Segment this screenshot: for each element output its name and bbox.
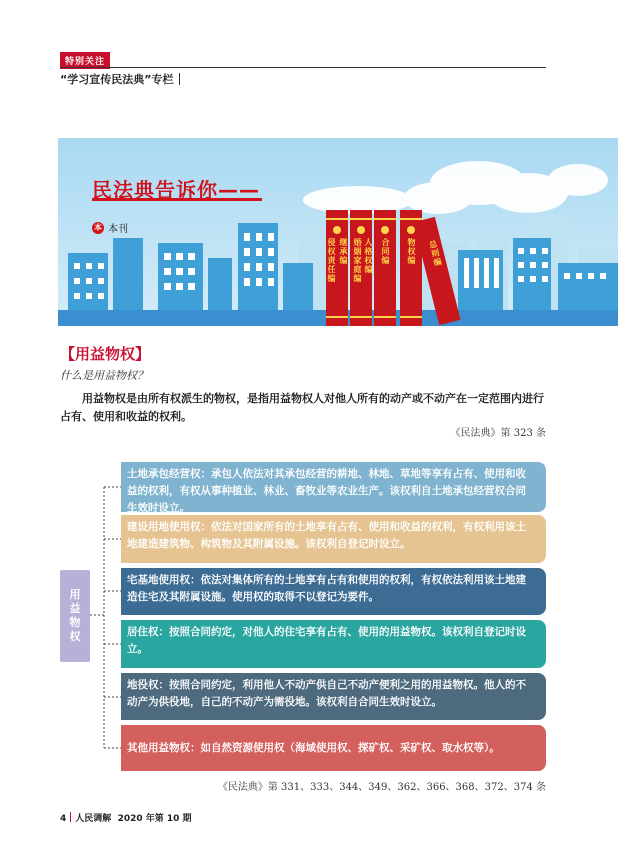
book-label: 总则编 <box>428 239 443 268</box>
city-skyline-illustration <box>58 138 618 326</box>
definition-paragraph: 用益物权是由所有权派生的物权，是指用益物权人对他人所有的动产或不动产在一定范围内进行占有、使用和收益的权利。 <box>60 392 544 423</box>
banner-title: 民法典告诉你—— <box>92 178 260 202</box>
magazine-name: 人民调解 <box>75 814 112 824</box>
citation-articles-list: 《民法典》第 331、333、344、349、362、366、368、372、374 条 <box>217 782 546 793</box>
header-divider <box>60 67 546 68</box>
book-label: 侵权责任编 <box>327 238 336 283</box>
book-label: 人格权编 <box>364 238 373 274</box>
column-title <box>60 71 180 87</box>
card-land-contract-right: 土地承包经营权：承包人依法对其承包经营的耕地、林地、草地等享有占有、使用和收益的权利，有权从事种植业、林业、畜牧业等农业生产。该权利自土地承包经营权合同生效时设立。 <box>121 462 546 512</box>
footer-separator <box>70 812 71 822</box>
card-construction-land-right: 建设用地使用权：依法对国家所有的土地享有占有、使用和收益的权利，有权利用该土地建造建筑物、构筑物及其附属设施。该权利自登记时设立。 <box>121 515 546 563</box>
card-homestead-right: 宅基地使用权：依法对集体所有的土地享有占有和使用的权利，有权依法利用该土地建造住宅及其附属设施。使用权的取得不以登记为要件。 <box>121 568 546 615</box>
book-label: 物权编 <box>407 238 416 265</box>
page-number: 4 <box>60 814 67 824</box>
tree-root-label: 用益物权 <box>69 588 81 643</box>
banner-author <box>92 220 128 235</box>
tree-root-usufruct <box>60 570 90 662</box>
card-residence-right: 居住权：按照合同约定，对他人的住宅享有占有、使用的用益物权。该权利自登记时设立。 <box>121 620 546 668</box>
card-other-usufruct: 其他用益物权：如自然资源使用权（海域使用权、探矿权、采矿权、取水权等）。 <box>121 725 546 771</box>
book-label: 婚姻家庭编 <box>353 238 362 283</box>
book-label: 合同编 <box>381 238 390 265</box>
section-question: 什么是用益物权？ <box>60 369 148 382</box>
page-footer <box>60 811 192 824</box>
tree-connector-lines <box>90 470 122 760</box>
section-tag: 特别关注 <box>60 52 110 69</box>
author-name: 本刊 <box>108 224 128 235</box>
author-icon: 本 <box>94 223 102 232</box>
banner-illustration <box>58 138 618 326</box>
citation-article-323: 《民法典》第 323 条 <box>450 428 546 439</box>
column-title-bar <box>179 73 180 85</box>
section-heading: 【用益物权】 <box>60 345 151 363</box>
book-label: 继承编 <box>339 238 348 265</box>
card-easement: 地役权：按照合同约定，利用他人不动产供自己不动产便利之用的用益物权。他人的不动产为供役地，自己的不动产为需役地。该权利自合同生效时设立。 <box>121 673 546 720</box>
issue-label: 2020 年第 10 期 <box>117 814 192 824</box>
column-title-text: “学习宣传民法典”专栏 <box>60 73 174 86</box>
